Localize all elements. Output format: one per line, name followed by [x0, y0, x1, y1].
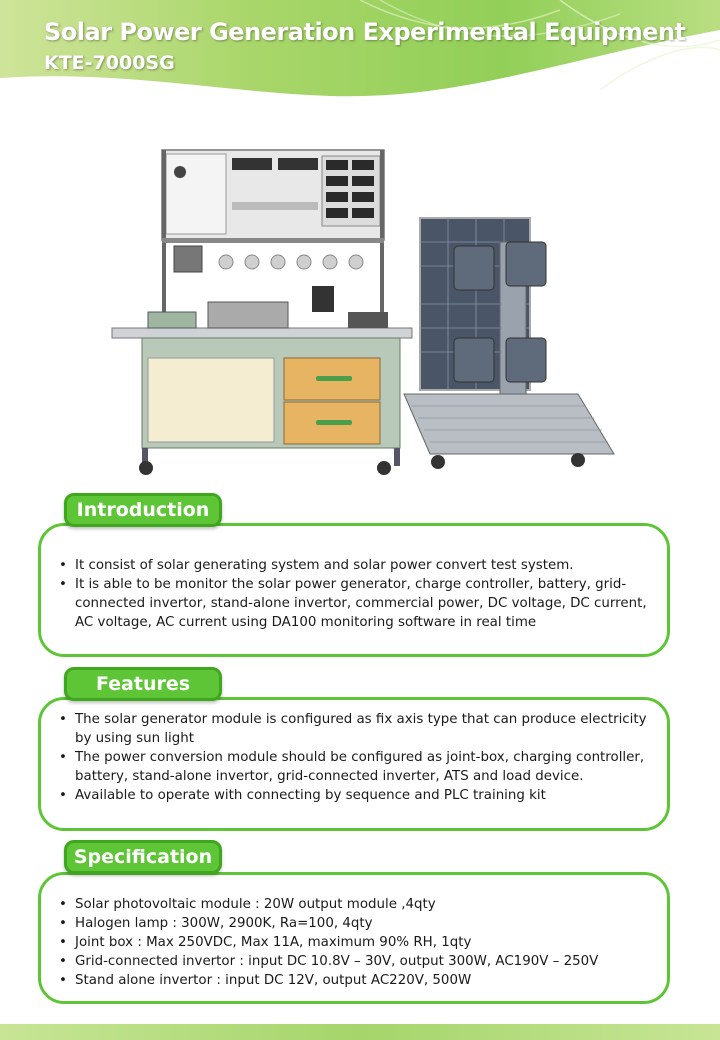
header-wave-decoration	[0, 0, 720, 100]
list-item: • Halogen lamp : 300W, 2900K, Ra=100, 4qty	[75, 914, 667, 933]
list-item: • The power conversion module should be configured as joint-box, charging controller, battery, stand-alone invertor, grid-connected inverter, ATS and load device.	[75, 748, 667, 786]
page-title: Solar Power Generation Experimental Equipment	[44, 18, 686, 46]
specification-list	[41, 895, 667, 990]
list-item: • Joint box : Max 250VDC, Max 11A, maximum 90% RH, 1qty	[75, 933, 667, 952]
list-item: • The solar generator module is configured as fix axis type that can produce electricity by using sun light	[75, 710, 667, 748]
section-label-specification: Specification	[64, 840, 222, 874]
section-label-features: Features	[64, 667, 222, 701]
list-item: • It is able to be monitor the solar power generator, charge controller, battery, grid-connected invertor, stand-alone invertor, commercial power, DC voltage, DC current, AC voltage, AC current using DA100 monitoring software in real time	[75, 575, 667, 632]
header-banner	[0, 0, 720, 100]
list-item: • Available to operate with connecting by sequence and PLC training kit	[75, 786, 667, 805]
list-item: • Solar photovoltaic module : 20W output module ,4qty	[75, 895, 667, 914]
list-item: • Grid-connected invertor : input DC 10.8V – 30V, output 300W, AC190V – 250V	[75, 952, 667, 971]
features-list	[41, 710, 667, 805]
features-box	[38, 697, 670, 831]
introduction-box	[38, 523, 670, 657]
introduction-list	[41, 556, 667, 632]
product-photo	[108, 142, 616, 480]
list-item: • It consist of solar generating system and solar power convert test system.	[75, 556, 667, 575]
specification-box	[38, 872, 670, 1004]
section-label-introduction: Introduction	[64, 493, 222, 527]
model-number: KTE-7000SG	[44, 52, 175, 74]
footer-bar	[0, 1024, 720, 1040]
list-item: • Stand alone invertor : input DC 12V, output AC220V, 500W	[75, 971, 667, 990]
